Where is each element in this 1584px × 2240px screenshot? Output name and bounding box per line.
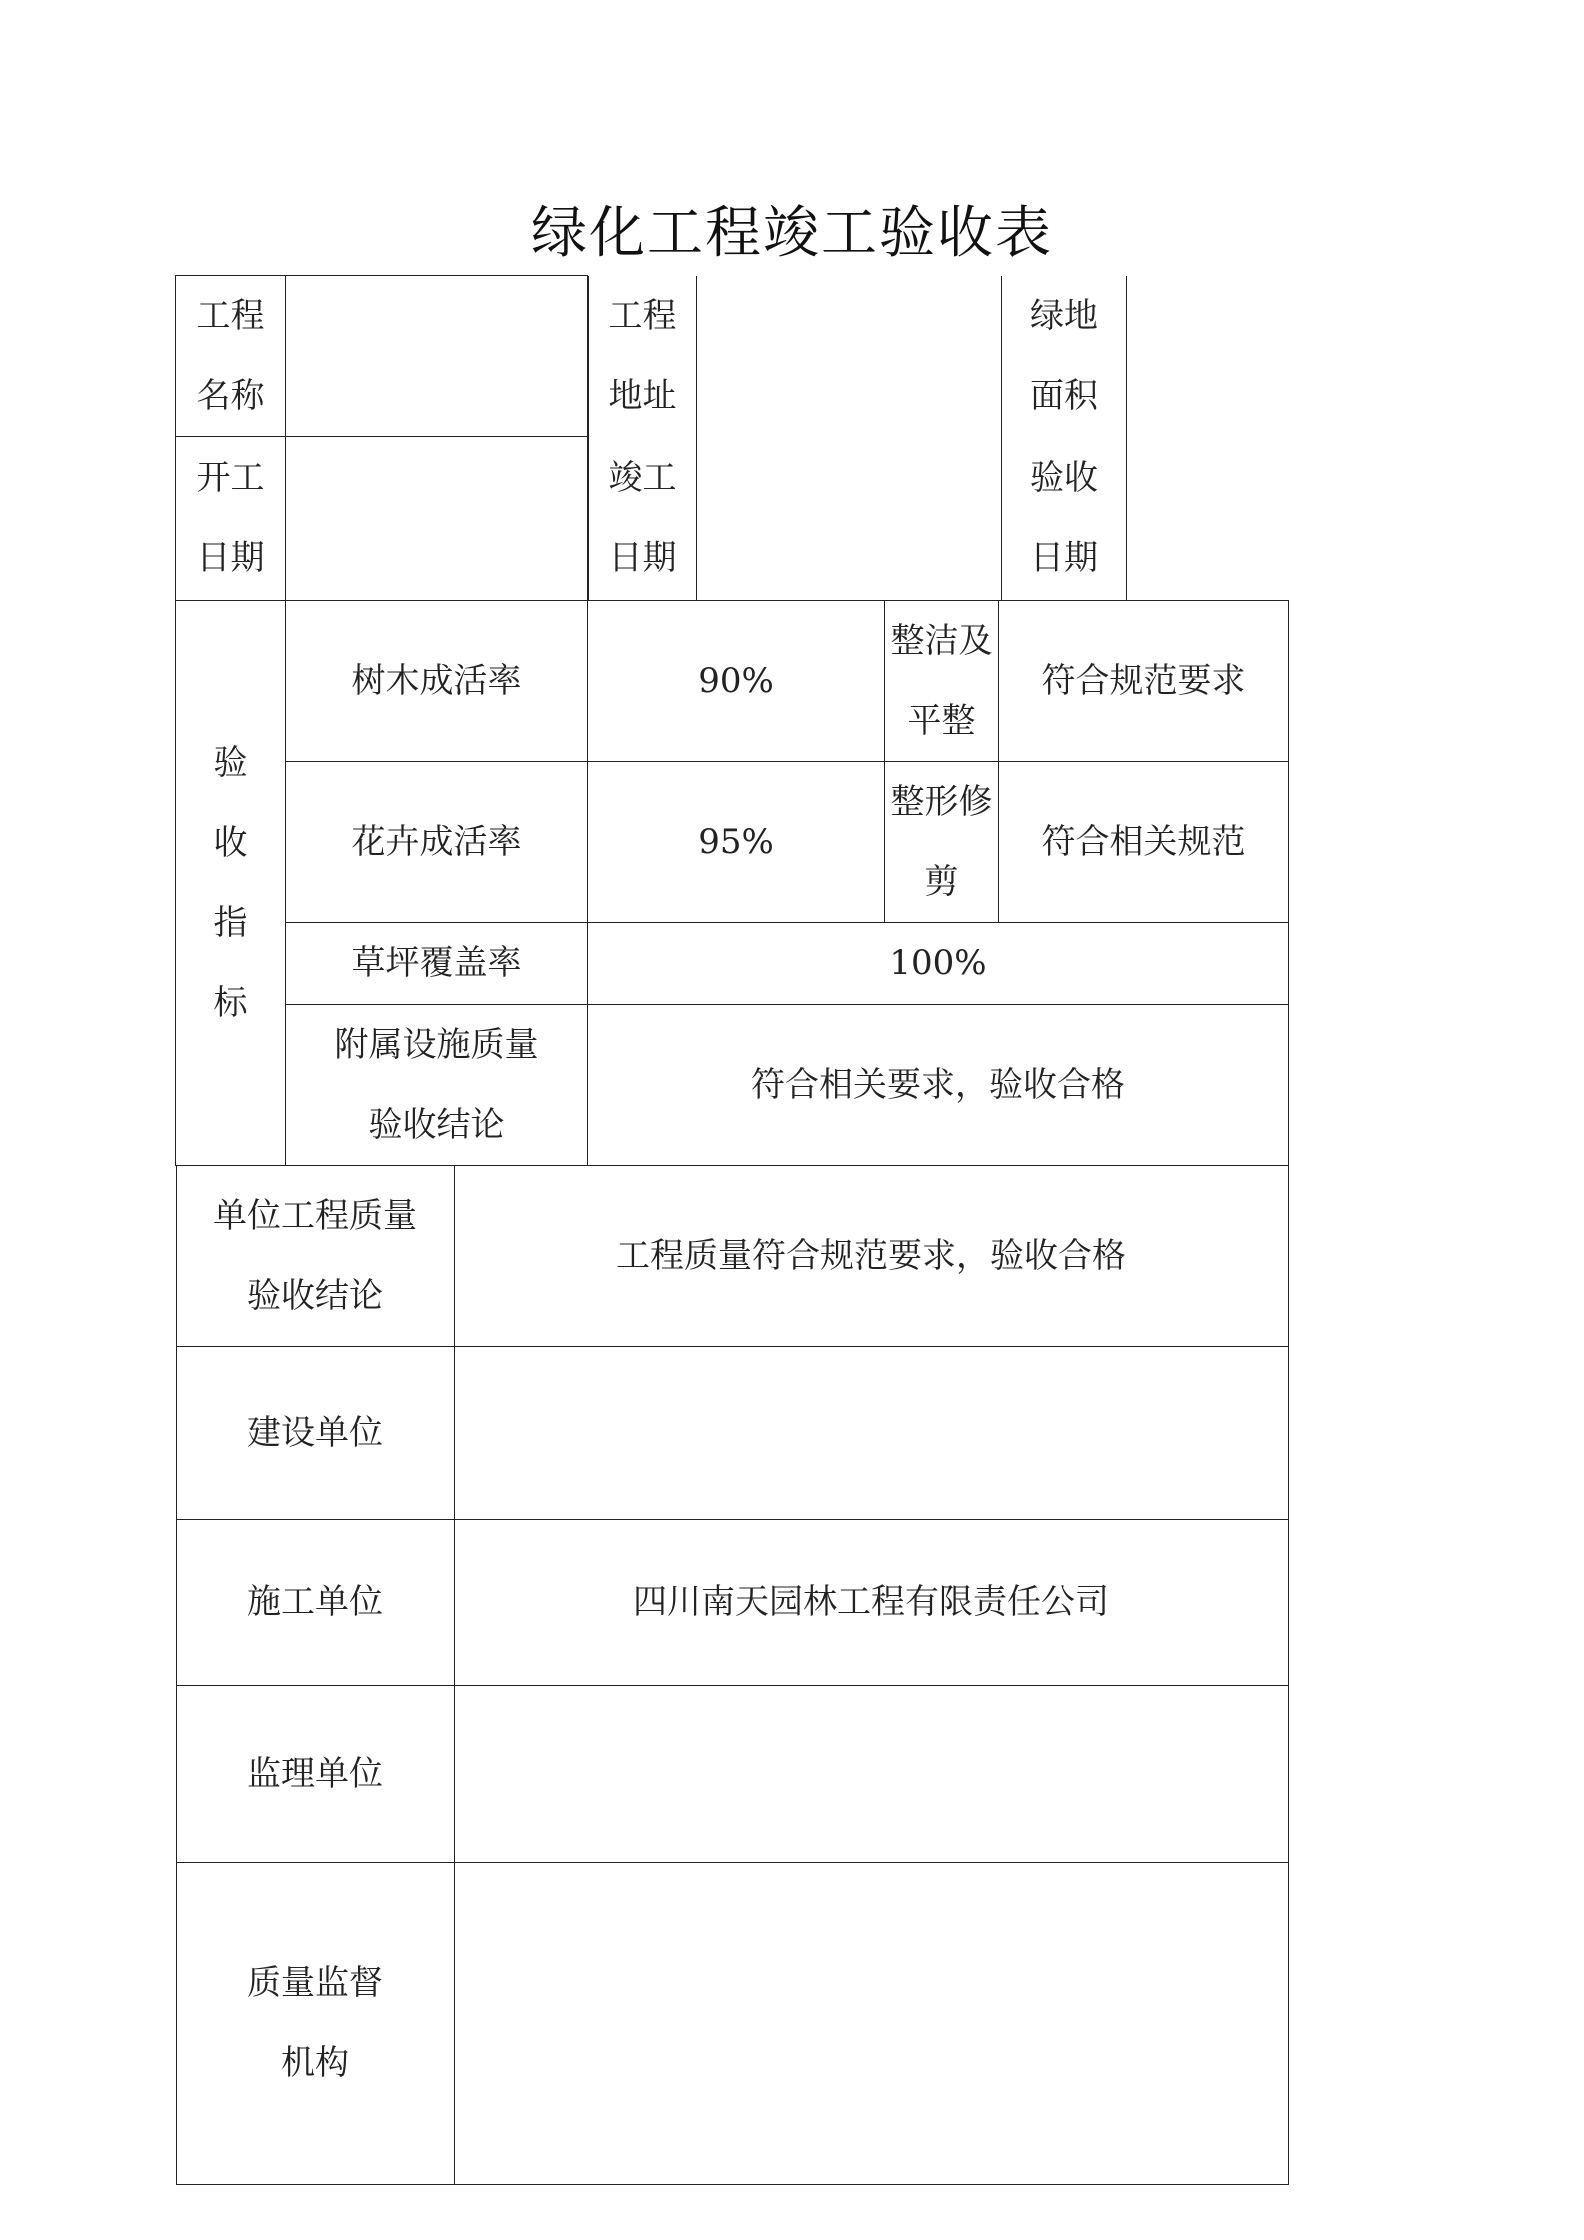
acceptance-form-table bbox=[175, 275, 1289, 2185]
header-row-dates bbox=[176, 437, 1289, 601]
acceptance-indicators-label: 验 收 指 标 bbox=[176, 600, 286, 1165]
start-date-field[interactable] bbox=[286, 437, 588, 601]
construction-owner-label: 建设单位 bbox=[176, 1347, 454, 1520]
flower-survival-value: 95% bbox=[588, 761, 885, 922]
acceptance-date-field[interactable] bbox=[1127, 437, 1289, 600]
supervisor-row bbox=[176, 1686, 1289, 1863]
lawn-coverage-label: 草坪覆盖率 bbox=[286, 922, 588, 1004]
contractor-row bbox=[176, 1520, 1289, 1686]
indicator-row-lawn bbox=[176, 922, 1289, 1004]
indicator-row-flower bbox=[176, 761, 1289, 922]
construction-owner-field[interactable] bbox=[454, 1347, 1288, 1520]
start-date-label: 开工 日期 bbox=[176, 437, 286, 601]
tree-survival-label: 树木成活率 bbox=[286, 600, 588, 761]
indicator-row-tree bbox=[176, 600, 1289, 761]
project-address-label: 工程 地址 bbox=[589, 276, 697, 437]
contractor-label: 施工单位 bbox=[176, 1520, 454, 1686]
quality-supervision-field[interactable] bbox=[454, 1863, 1288, 2185]
facility-quality-value: 符合相关要求，验收合格 bbox=[588, 1004, 1289, 1165]
supervisor-label: 监理单位 bbox=[176, 1686, 454, 1863]
contractor-value: 四川南天园林工程有限责任公司 bbox=[454, 1520, 1288, 1686]
pruning-value: 符合相关规范 bbox=[999, 761, 1289, 922]
facility-quality-label: 附属设施质量 验收结论 bbox=[286, 1004, 588, 1165]
quality-supervision-label: 质量监督 机构 bbox=[176, 1863, 454, 2185]
green-area-label: 绿地 面积 bbox=[1002, 276, 1127, 437]
conclusion-row bbox=[176, 1165, 1289, 1347]
supervisor-field[interactable] bbox=[454, 1686, 1288, 1863]
project-name-field[interactable] bbox=[286, 276, 588, 437]
indicator-row-facility bbox=[176, 1004, 1289, 1165]
quality-supervision-row bbox=[176, 1863, 1289, 2185]
project-name-label: 工程 名称 bbox=[176, 276, 286, 437]
header-row-project bbox=[176, 276, 1289, 437]
tree-survival-value: 90% bbox=[588, 600, 885, 761]
green-area-field[interactable] bbox=[1127, 276, 1289, 437]
project-address-field[interactable] bbox=[697, 276, 1002, 437]
tidiness-value: 符合规范要求 bbox=[999, 600, 1289, 761]
completion-date-label: 竣工 日期 bbox=[589, 437, 697, 600]
pruning-label: 整形修剪 bbox=[885, 761, 999, 922]
acceptance-date-label: 验收 日期 bbox=[1002, 437, 1127, 600]
owner-row bbox=[176, 1347, 1289, 1520]
page-title: 绿化工程竣工验收表 bbox=[531, 201, 1053, 266]
conclusion-label: 单位工程质量 验收结论 bbox=[176, 1166, 454, 1347]
lawn-coverage-value: 100% bbox=[588, 922, 1289, 1004]
tidiness-label: 整洁及平整 bbox=[885, 600, 999, 761]
flower-survival-label: 花卉成活率 bbox=[286, 761, 588, 922]
conclusion-value: 工程质量符合规范要求，验收合格 bbox=[454, 1166, 1288, 1347]
completion-date-field[interactable] bbox=[697, 437, 1002, 600]
